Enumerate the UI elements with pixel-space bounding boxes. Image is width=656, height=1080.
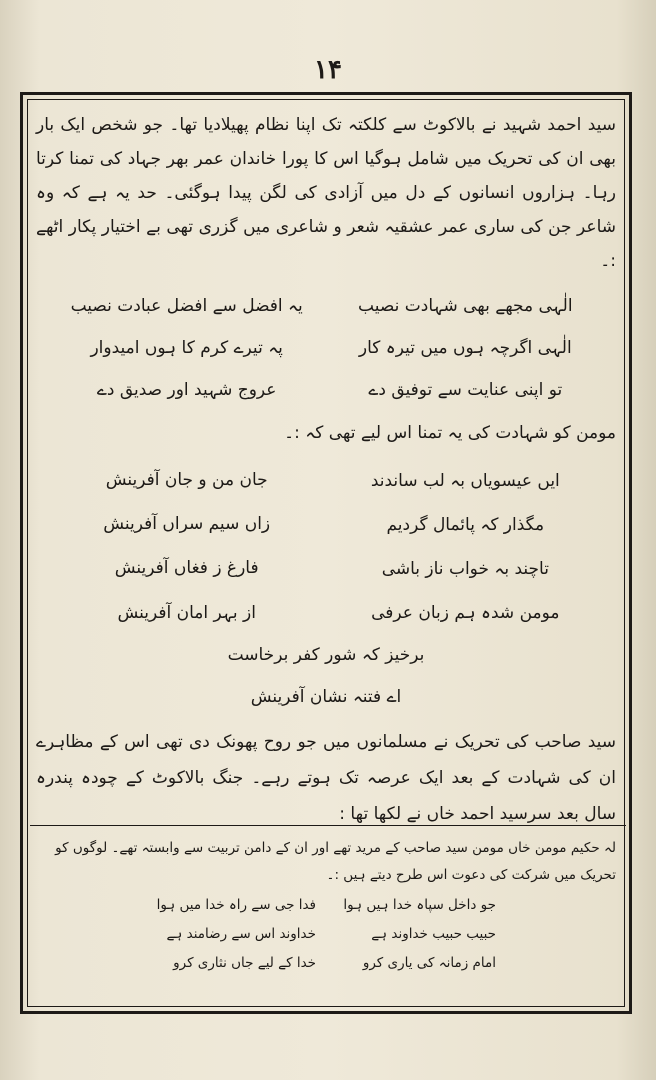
- couplet: [36, 590, 616, 634]
- couplets-intro: مومن کو شہادت کی یہ تمنا اس لیے تھی کہ :۔: [284, 423, 616, 443]
- page-number: ۱۴: [314, 55, 342, 85]
- centered-verse-line: برخیز کہ شور کفر برخاست: [227, 645, 425, 665]
- couplet-second-line: یہ افضل سے افضل عبادت نصیب: [70, 295, 303, 316]
- couplet: [36, 502, 616, 546]
- couplet-second-line: خدا کے لیے جاں نثاری کرو: [173, 955, 316, 971]
- couplet-second-line: پہ تیرے کرم کا ہوں امیدوار: [90, 337, 283, 358]
- couplet-second-line: عروج شہید اور صدیق دے: [96, 379, 277, 400]
- persian-couplets: [36, 458, 616, 634]
- couplet-first-line: الٰہی اگرچہ ہوں میں تیرہ کار: [358, 337, 572, 358]
- couplet-second-line: فدا جی سے راہ خدا میں ہوا: [156, 897, 316, 913]
- closing-paragraph: سید صاحب کی تحریک نے مسلمانوں میں جو روح پھونک دی تھی اس کے مظاہرے ان کی شہادت کے بعد ایک عرصہ تک ہوتے رہے۔ جنگ بالاکوٹ کے چودہ پندرہ سال بعد سرسید احمد خاں نے لکھا تھا :: [36, 732, 616, 824]
- couplet-first-line: الٰہی مجھے بھی شہادت نصیب: [358, 295, 573, 316]
- couplet: [36, 284, 616, 326]
- footnote-couplet: [36, 949, 616, 978]
- couplet-first-line: جو داخل سپاہ خدا ہیں ہوا: [343, 897, 496, 913]
- centered-verse-line: اے فتنہ نشان آفرینش: [250, 687, 402, 707]
- couplet: [36, 546, 616, 590]
- couplet-second-line: جان من و جان آفرینش: [105, 470, 268, 490]
- footnote-divider: [30, 825, 626, 826]
- footnote-couplet: [36, 891, 616, 920]
- footnote-couplet: [36, 920, 616, 949]
- couplet-second-line: از بہر امان آفرینش: [117, 602, 256, 623]
- couplet-first-line: امام زمانہ کی یاری کرو: [362, 955, 496, 971]
- couplet-first-line: مگذار کہ پائمال گردیم: [386, 514, 545, 535]
- footnote-text: لہ حکیم مومن خاں مومن سید صاحب کے مرید تھے اور ان کے دامن تربیت سے وابستہ تھے۔ لوگوں کو تحریک میں شرکت کی دعوت اس طرح دیتے ہیں :۔: [55, 840, 616, 883]
- couplet: [36, 458, 616, 502]
- couplet-first-line: تو اپنی عنایت سے توفیق دے: [368, 379, 563, 400]
- couplet: [36, 326, 616, 368]
- opening-paragraph: [36, 108, 616, 278]
- couplet-second-line: فارغ ز فغاں آفرینش: [114, 558, 259, 578]
- couplet-second-line: زاں سیم سراں آفرینش: [103, 514, 271, 534]
- couplet-first-line: مومن شدہ ہم زبان عرفی: [371, 602, 560, 623]
- urdu-couplets: [36, 284, 616, 410]
- footnote: [36, 835, 616, 978]
- couplet-second-line: خداوند اس سے رضامند ہے: [166, 926, 316, 942]
- footnote-couplets: [36, 891, 616, 978]
- couplet-first-line: تاچند بہ خواب ناز باشی: [381, 558, 549, 579]
- couplet: [36, 368, 616, 410]
- paragraph-text: سید احمد شہید نے بالاکوٹ سے کلکتہ تک اپنا نظام پھیلادیا تھا۔ جو شخص ایک بار بھی ان کی تحریک میں شامل ہوگیا اس کا پورا خاندان عمر بھر جہاد کی تمنا کرتا رہا۔ ہزاروں انسانوں کے دل میں آزادی کی لگن پیدا ہوگئی۔ حد یہ ہے کہ وہ شاعر جن کی ساری عمر عشقیہ شعر و شاعری میں گزری تھی بے اختیار پکار اٹھے :۔: [36, 115, 616, 271]
- couplet-first-line: حبیب حبیب خداوند ہے: [371, 926, 496, 942]
- couplet-first-line: ایں عیسویاں بہ لب ساندند: [370, 470, 560, 491]
